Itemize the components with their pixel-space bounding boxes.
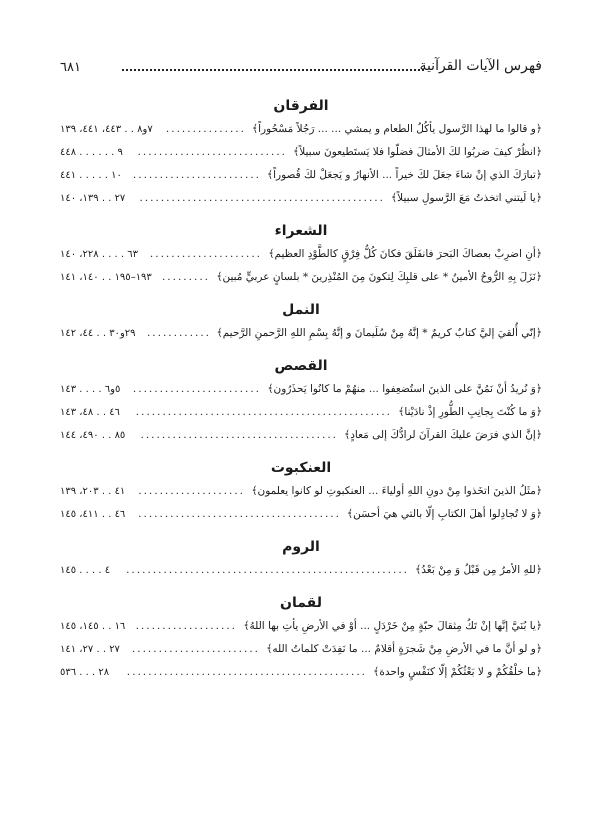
leader-dots: ..................... bbox=[149, 248, 262, 260]
verse-text: ﴿يا بُنَيَّ إنَّها إنْ تَكُ مِثقالَ حبّةٍ مِنْ خَرْدَلٍ ... أوْ في الأرضِ يأتِ بها اللهُ﴾ bbox=[243, 620, 542, 632]
verse-reference: ٢٨ . . . ٥٣٦ bbox=[60, 667, 110, 678]
leader-dots: ........................ bbox=[132, 383, 261, 395]
leader-dots: ........................ bbox=[132, 169, 261, 181]
verse-entry bbox=[60, 118, 542, 141]
verse-text: ﴿وَ لا تُجادِلوا أهلَ الكتابِ إلّا بالتي هيَ أحسَن﴾ bbox=[347, 508, 542, 520]
verse-text: ﴿مثَلُ الذينَ اتخَذوا مِنْ دونِ اللهِ أولياءَ ... العنكبوتِ لو كانوا يعلمون﴾ bbox=[251, 485, 542, 497]
surah-heading: الشعراء bbox=[274, 223, 328, 239]
verse-text: ﴿تبارَكَ الذي إنْ شاءَ جعَلَ لكَ خيراً ... الأنهارُ و يَجعَلْ لكَ قُصوراً﴾ bbox=[266, 169, 542, 181]
verse-entry bbox=[60, 503, 542, 526]
verse-reference: ١٦ . . ١٤٥، ١٤٥ bbox=[60, 621, 126, 632]
verse-entry bbox=[60, 378, 542, 401]
verse-entry bbox=[60, 559, 542, 582]
verse-text: ﴿وَ ما كُنْتَ بِجانِبِ الطُّورِ إذْ نادَيْنا﴾ bbox=[398, 406, 542, 418]
leader-dots: ............ bbox=[146, 327, 211, 339]
verse-reference: ٦٣ . . . . ٢٢٨، ١٤٠ bbox=[60, 249, 139, 260]
verse-index bbox=[60, 94, 542, 684]
verse-reference: ٢٧ . . ١٣٩، ١٤٠ bbox=[60, 193, 126, 204]
verse-entry bbox=[60, 164, 542, 187]
surah-heading: العنكبوت bbox=[270, 460, 332, 476]
verse-text: ﴿أنِ اضرِبْ بعصاكَ البَحرَ فانفَلَقَ فكانَ كُلُّ فِرْقٍ كالطَّوْدِ العظيم﴾ bbox=[268, 248, 542, 260]
leader-dots: ........................ bbox=[131, 643, 260, 655]
surah-section bbox=[60, 456, 542, 526]
surah-heading: النمل bbox=[282, 302, 320, 318]
leader-dots: ......... bbox=[161, 271, 210, 283]
verse-text: ﴿إنّي أُلقيَ إليَّ كتابٌ كريمٌ * إنَّهُ مِنْ سُلَيمانَ و إنَّهُ بِسْمِ اللهِ الرَّحمنِ الرَّحيم﴾ bbox=[216, 327, 542, 339]
leader-dots: ..................................................... bbox=[126, 564, 409, 576]
verse-reference: ٤ . . . . ١٤٥ bbox=[60, 565, 111, 576]
verse-entry bbox=[60, 322, 542, 345]
verse-reference: ٩ . . . . . . ٤٤٨ bbox=[60, 147, 123, 158]
surah-heading: لقمان bbox=[280, 595, 322, 611]
leader-dots: .............................................. bbox=[139, 192, 385, 204]
verse-reference: ١٠ . . . . . ٤٤١ bbox=[60, 170, 122, 181]
verse-entry bbox=[60, 638, 542, 661]
verse-entry bbox=[60, 243, 542, 266]
leader-dots: .................... bbox=[138, 485, 245, 497]
verse-entry bbox=[60, 401, 542, 424]
verse-reference: ٤١ . . ٢٠٣، ١٣٩ bbox=[60, 486, 126, 497]
surah-section bbox=[60, 94, 542, 210]
verse-reference: ٤٦ . . ٤١١، ١٤٥ bbox=[60, 509, 126, 520]
surah-section bbox=[60, 219, 542, 289]
leader-dots: ..................................... bbox=[140, 429, 338, 441]
verse-text: ﴿إنَّ الذي فرَضَ عليكَ القرآنَ لرادُّكَ إلى مَعادٍ﴾ bbox=[344, 429, 542, 441]
verse-text: ﴿ما خلْقُكُمْ و لا بَعْثُكُمْ إلّا كنَفْسٍ واحدة﴾ bbox=[373, 666, 542, 678]
verse-text: ﴿و قالوا ما لهذا الرَّسول يأكُلُ الطعام و يمشي ... ... رَجُلاً مَسْحُوراً﴾ bbox=[251, 123, 542, 135]
verse-text: ﴿يا لَيتني اتخذتُ مَعَ الرَّسولِ سبيلاً﴾ bbox=[391, 192, 542, 204]
running-title: فهرس الآيات القرآنية bbox=[419, 58, 542, 74]
verse-entry bbox=[60, 141, 542, 164]
verse-entry bbox=[60, 615, 542, 638]
surah-section bbox=[60, 354, 542, 447]
verse-text: ﴿وَ نُريدُ أنْ نَمُنَّ على الذينَ استُضعِفوا ... منهُمْ ما كانُوا يَحذَرُون﴾ bbox=[267, 383, 542, 395]
surah-heading: الفرقان bbox=[273, 98, 329, 114]
surah-heading: القصص bbox=[274, 358, 328, 374]
verse-entry bbox=[60, 187, 542, 210]
page-number: ٦٨١ bbox=[60, 60, 81, 75]
verse-entry bbox=[60, 480, 542, 503]
verse-reference: ١٩٣–١٩٥ . . ١٤٠، ١٤١ bbox=[60, 272, 152, 283]
verse-text: ﴿للهِ الأمرُ مِن قَبْلُ وَ مِنْ بَعْدُ﴾ bbox=[415, 564, 542, 576]
verse-text: ﴿و لو أنَّ ما في الأرضِ مِنْ شَجرَةٍ أقلامٌ ... ما نَفِدَتْ كلماتُ الله﴾ bbox=[266, 643, 542, 655]
leader-dots: ................................................ bbox=[135, 406, 392, 418]
surah-heading: الروم bbox=[282, 539, 320, 555]
verse-reference: ٤٦ . . ٤٨، ١٤٣ bbox=[60, 407, 120, 418]
leader-dots: ............................................. bbox=[126, 666, 367, 678]
surah-section bbox=[60, 535, 542, 582]
leader-dots: ............................ bbox=[137, 146, 287, 158]
surah-section bbox=[60, 591, 542, 684]
leader-dots: ................... bbox=[135, 620, 237, 632]
verse-entry bbox=[60, 266, 542, 289]
header-dotted-rule bbox=[122, 69, 424, 71]
verse-reference: ٧و٨ . . ٤٤٣، ٤٤١، ١٣٩ bbox=[60, 124, 153, 135]
leader-dots: ...................................... bbox=[138, 508, 341, 520]
verse-reference: ٥و٦ . . . . ١٤٣ bbox=[60, 384, 121, 395]
leader-dots: ............... bbox=[165, 123, 246, 135]
running-head bbox=[60, 52, 542, 86]
surah-section bbox=[60, 298, 542, 345]
verse-reference: ٨٥ . . ٤٩٠، ١٤٤ bbox=[60, 430, 126, 441]
verse-text: ﴿انظُرْ كيفَ ضربُوا لكَ الأمثالَ فضلّوا فلا يَستَطيعونَ سبيلاً﴾ bbox=[293, 146, 542, 158]
verse-reference: ٢٧ . . ٢٧، ١٤١ bbox=[60, 644, 120, 655]
verse-text: ﴿نَزَلَ بِهِ الرُّوحُ الأمينُ * على قلبِكَ لِتكونَ مِنَ المُنْذِرينَ * بلسانٍ عربيٍّ مُبين﴾ bbox=[216, 271, 542, 283]
verse-reference: ٢٩و٣٠ . . ٤٤، ١٤٢ bbox=[60, 328, 136, 339]
verse-entry bbox=[60, 661, 542, 684]
verse-entry bbox=[60, 424, 542, 447]
index-page bbox=[60, 52, 542, 792]
